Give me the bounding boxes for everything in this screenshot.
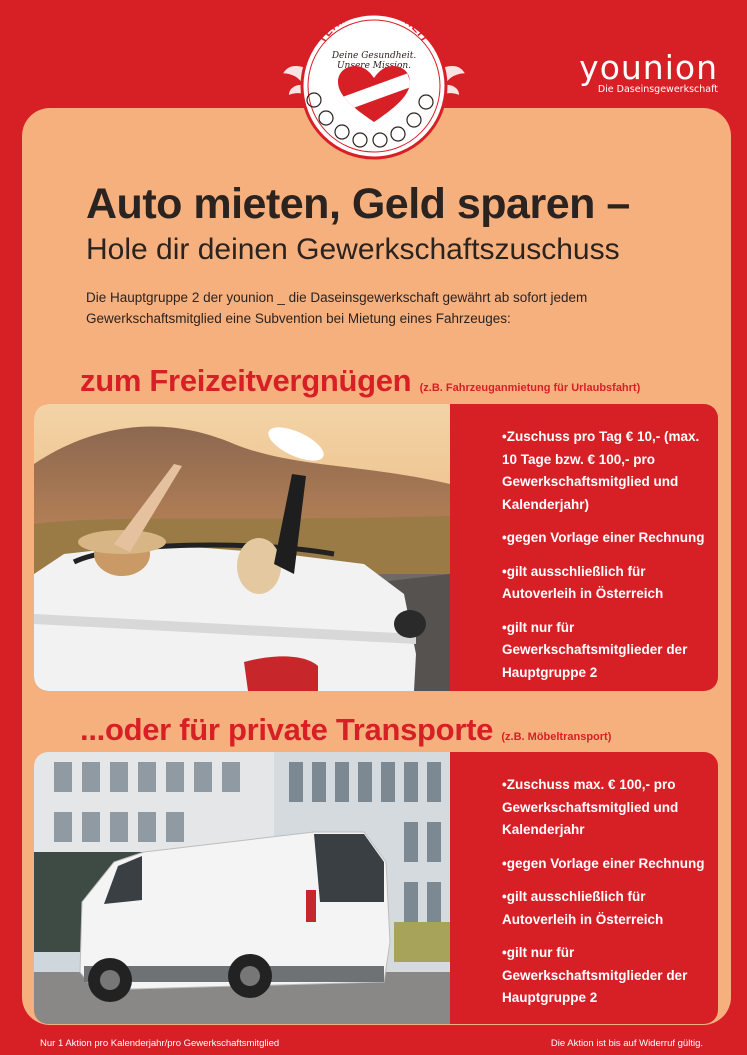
section-1-title <box>80 363 640 399</box>
page-title: Auto mieten, Geld sparen – <box>86 180 630 228</box>
section-1-card <box>34 404 718 691</box>
section-2-heading: ...oder für private Transporte <box>80 712 494 747</box>
bullet-item: •Zuschuss max. € 100,- pro Gewerkschaftsmitglied und Kalenderjahr <box>502 777 679 837</box>
section-2-title <box>80 712 611 748</box>
bullet-item: •gilt ausschließlich für Autoverleih in Österreich <box>502 889 664 927</box>
brand-wordmark: younion <box>579 48 718 87</box>
bullet-item: •Zuschuss pro Tag € 10,- (max. 10 Tage bzw. € 100,- pro Gewerkschaftsmitglied und Kalenderjahr) <box>502 429 700 512</box>
page-subtitle: Hole dir deinen Gewerkschaftszuschuss <box>86 233 620 266</box>
footer-left-note: Nur 1 Aktion pro Kalenderjahr/pro Gewerkschaftsmitglied <box>40 1038 280 1049</box>
badge-title: TEAM GESUNDHEIT <box>316 4 432 46</box>
convertible-car-photo <box>34 404 450 691</box>
bullet-item: •gilt nur für Gewerkschaftsmitglieder der Hauptgruppe 2 <box>502 945 688 1005</box>
bullet-item: •gegen Vorlage einer Rechnung <box>502 530 705 545</box>
intro-text <box>86 287 686 329</box>
section-2-bullet-list <box>502 774 710 1021</box>
footer-right-note: Die Aktion ist bis auf Widerruf gültig. <box>550 1038 703 1049</box>
section-1-note: (z.B. Fahrzeuganmietung für Urlaubsfahrt) <box>419 382 641 394</box>
intro-line-2: Gewerkschaftsmitglied eine Subvention bei Mietung eines Fahrzeuges: <box>86 311 511 326</box>
badge-motto-line1: Deine Gesundheit. <box>331 51 417 61</box>
section-1-bullet-list <box>502 426 710 691</box>
bullet-item: •gegen Vorlage einer Rechnung <box>502 855 705 871</box>
transport-van-photo <box>34 752 450 1024</box>
section-1-heading: zum Freizeitvergnügen <box>80 363 412 398</box>
intro-line-1: Die Hauptgruppe 2 der younion _ die Daseinsgewerkschaft gewährt ab sofort jedem <box>86 290 588 305</box>
badge-motto-line2: Unsere Mission. <box>336 61 412 71</box>
section-2-card <box>34 752 718 1024</box>
section-2-note: (z.B. Möbeltransport) <box>501 731 612 743</box>
bullet-item: •gilt nur für Gewerkschaftsmitglieder der Hauptgruppe 2 <box>502 619 688 680</box>
bullet-item: •gilt ausschließlich für Autoverleih in Österreich <box>502 563 664 601</box>
younion-logo <box>558 50 718 95</box>
team-gesundheit-badge <box>280 4 468 164</box>
brand-tagline: Die Daseinsgewerkschaft <box>597 84 718 95</box>
